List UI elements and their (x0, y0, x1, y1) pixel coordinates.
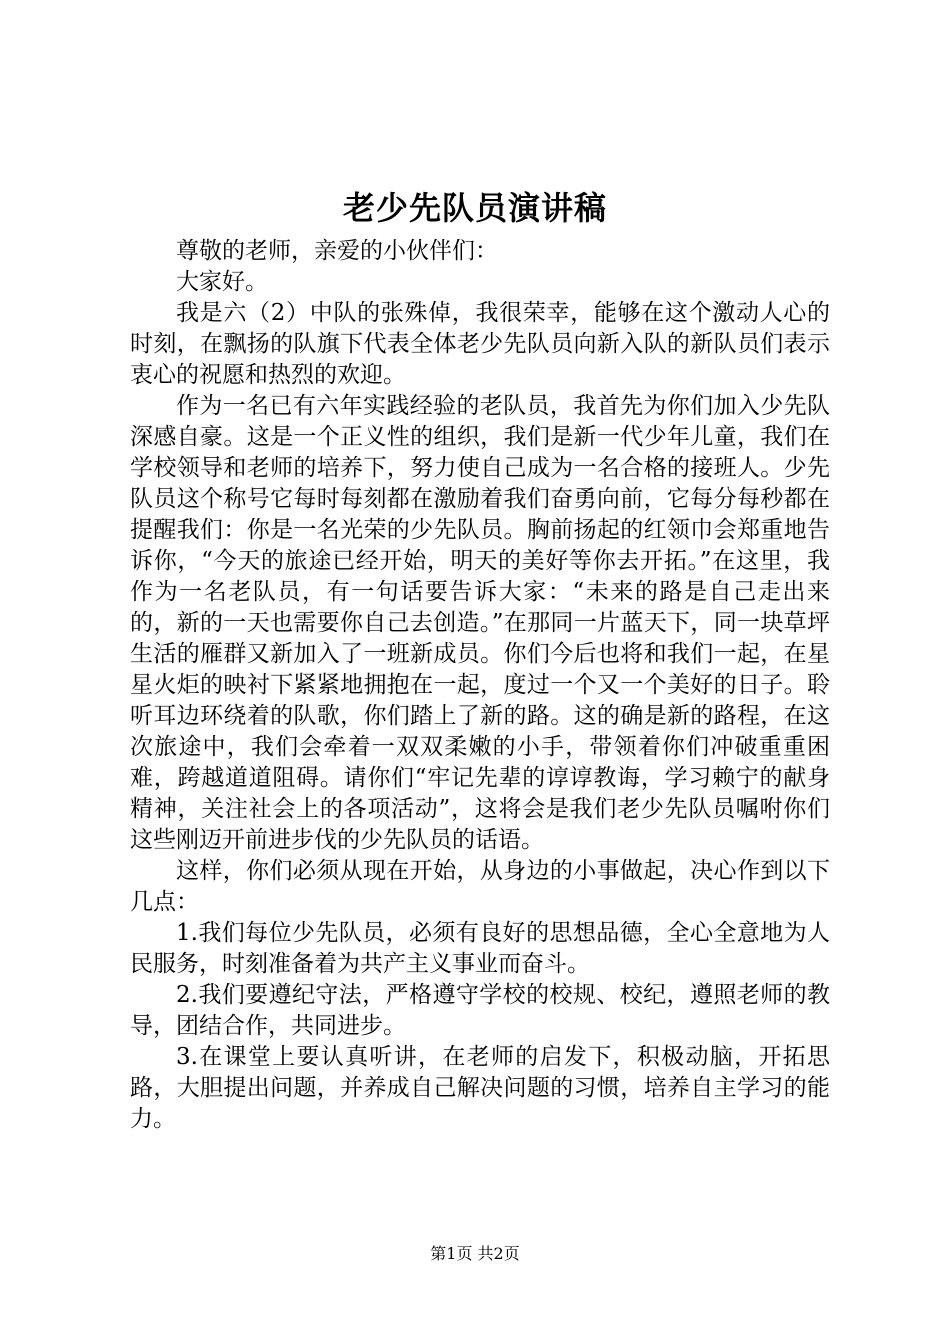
paragraph-main: 作为一名已有六年实践经验的老队员，我首先为你们加入少先队深感自豪。这是一个正义性的组织，我们是新一代少年儿童，我们在学校领导和老师的培养下，努力使自己成为一名合格的接班人。少先队员这个称号它每时每刻都在激励着我们奋勇向前，它每分每秒都在提醒我们：你是一名光荣的少先队员。胸前扬起的红领巾会郑重地告诉你，“今天的旅途已经开始，明天的美好等你去开拓。”在这里，我作为一名老队员，有一句话要告诉大家：“未来的路是自己走出来的，新的一天也需要你自己去创造。”在那同一片蓝天下，同一块草坪生活的雁群又新加入了一班新成员。你们今后也将和我们一起，在星星火炬的映衬下紧紧地拥抱在一起，度过一个又一个美好的日子。聆听耳边环绕着的队歌，你们踏上了新的路。这的确是新的路程，在这次旅途中，我们会牵着一双双柔嫩的小手，带领着你们冲破重重困难，跨越道道阻碍。请你们“牢记先辈的谆谆教诲，学习赖宁的献身精神，关注社会上的各项活动”，这将会是我们老少先队员嘱咐你们这些刚迈开前进步伐的少先队员的话语。 (130, 393, 830, 853)
paragraph-greeting: 尊敬的老师，亲爱的小伙伴们： (176, 238, 498, 264)
paragraph-points-intro: 这样，你们必须从现在开始，从身边的小事做起，决心作到以下几点： (130, 858, 830, 915)
speech-body (130, 236, 830, 1135)
paragraph-point-2: 2.我们要遵纪守法，严格遵守学校的校规、校纪，遵照老师的教导，团结合作，共同进步。 (130, 982, 830, 1039)
paragraph-hello: 大家好。 (176, 269, 268, 295)
page-title: 老少先队员演讲稿 (342, 189, 607, 227)
paragraph-introduction: 我是六（2）中队的张殊倬，我很荣幸，能够在这个激动人心的时刻，在飘扬的队旗下代表全体老少先队员向新入队的新队员们表示衷心的祝愿和热烈的欢迎。 (130, 300, 830, 388)
page-number-footer: 第1页 共2页 (430, 1244, 520, 1263)
paragraph-point-1: 1.我们每位少先队员，必须有良好的思想品德，全心全意地为人民服务，时刻准备着为共产主义事业而奋斗。 (130, 920, 830, 977)
paragraph-point-3: 3.在课堂上要认真听讲，在老师的启发下，积极动脑，开拓思路，大胆提出问题，并养成自己解决问题的习惯，培养自主学习的能力。 (130, 1044, 830, 1132)
